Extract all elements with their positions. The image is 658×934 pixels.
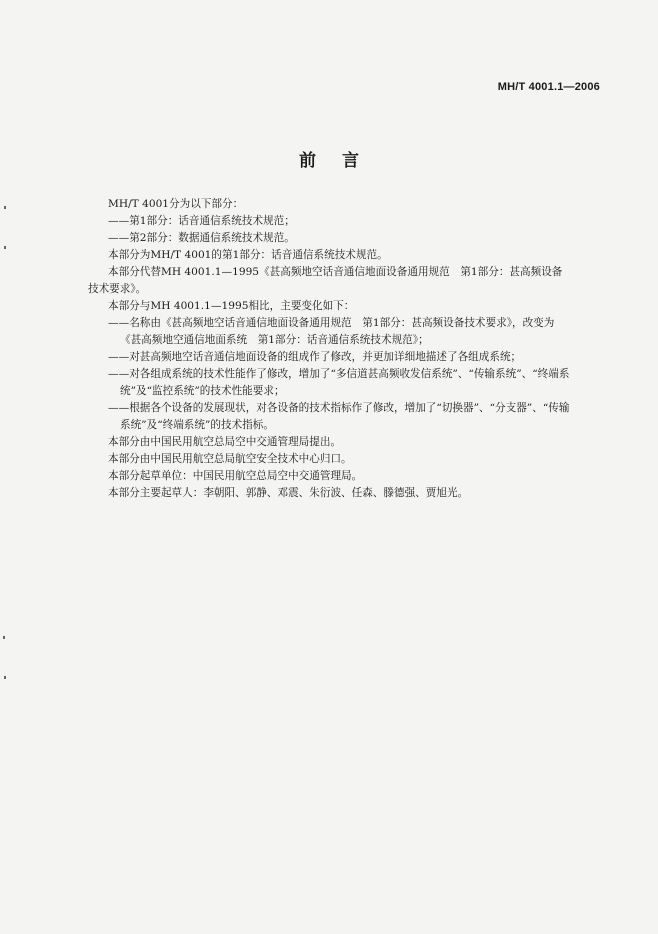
paragraph-intro: MH/T 4001分为以下部分： bbox=[108, 198, 244, 210]
paragraph-drafting-unit: 本部分起草单位：中国民用航空总局空中交通管理局。 bbox=[108, 470, 363, 482]
foreword-body bbox=[88, 196, 602, 502]
paragraph-replaces: 本部分代替MH 4001.1—1995《甚高频地空话音通信地面设备通用规范 第1部分：甚高频设备 bbox=[108, 266, 563, 278]
paragraph-replaces-cont: 技术要求》。 bbox=[88, 283, 147, 295]
paragraph-centralized-by: 本部分由中国民用航空总局航空安全技术中心归口。 bbox=[108, 453, 352, 465]
list-item-part2: ——第2部分：数据通信系统技术规范。 bbox=[108, 232, 295, 244]
scan-speck bbox=[4, 676, 6, 679]
change-item-performance-cont: 统”及“监控系统”的技术性能要求； bbox=[120, 385, 285, 397]
list-item-part1: ——第1部分：话音通信系统技术规范； bbox=[108, 215, 295, 227]
change-item-indicators-cont: 系统”及“终端系统”的技术指标。 bbox=[120, 419, 274, 431]
scan-speck bbox=[3, 636, 5, 639]
paragraph-changes: 本部分与MH 4001.1—1995相比，主要变化如下： bbox=[108, 300, 355, 312]
change-item-performance: ——对各组成系统的技术性能作了修改，增加了“多信道甚高频收发信系统”、“传输系统”、“终端系 bbox=[108, 368, 570, 380]
scan-speck bbox=[4, 246, 6, 249]
standard-code: MH/T 4001.1—2006 bbox=[497, 81, 600, 93]
scan-speck bbox=[4, 206, 6, 209]
change-item-indicators: ——根据各个设备的发展现状，对各设备的技术指标作了修改，增加了“切换器”、“分支器”、“传输 bbox=[108, 402, 570, 414]
change-item-composition: ——对甚高频地空话音通信地面设备的组成作了修改，并更加详细地描述了各组成系统； bbox=[108, 351, 522, 363]
change-item-name: ——名称由《甚高频地空话音通信地面设备通用规范 第1部分：甚高频设备技术要求》，改变为 bbox=[108, 317, 555, 329]
paragraph-this-part: 本部分为MH/T 4001的第1部分：话音通信系统技术规范。 bbox=[108, 249, 388, 261]
paragraph-proposed-by: 本部分由中国民用航空总局空中交通管理局提出。 bbox=[108, 436, 342, 448]
paragraph-drafters: 本部分主要起草人：李朝阳、郭静、邓震、朱衍波、任森、滕德强、贾旭光。 bbox=[108, 487, 469, 499]
page-title: 前言 bbox=[299, 151, 385, 171]
change-item-name-cont: 《甚高频地空通信地面系统 第1部分：话音通信系统技术规范》； bbox=[120, 334, 429, 346]
